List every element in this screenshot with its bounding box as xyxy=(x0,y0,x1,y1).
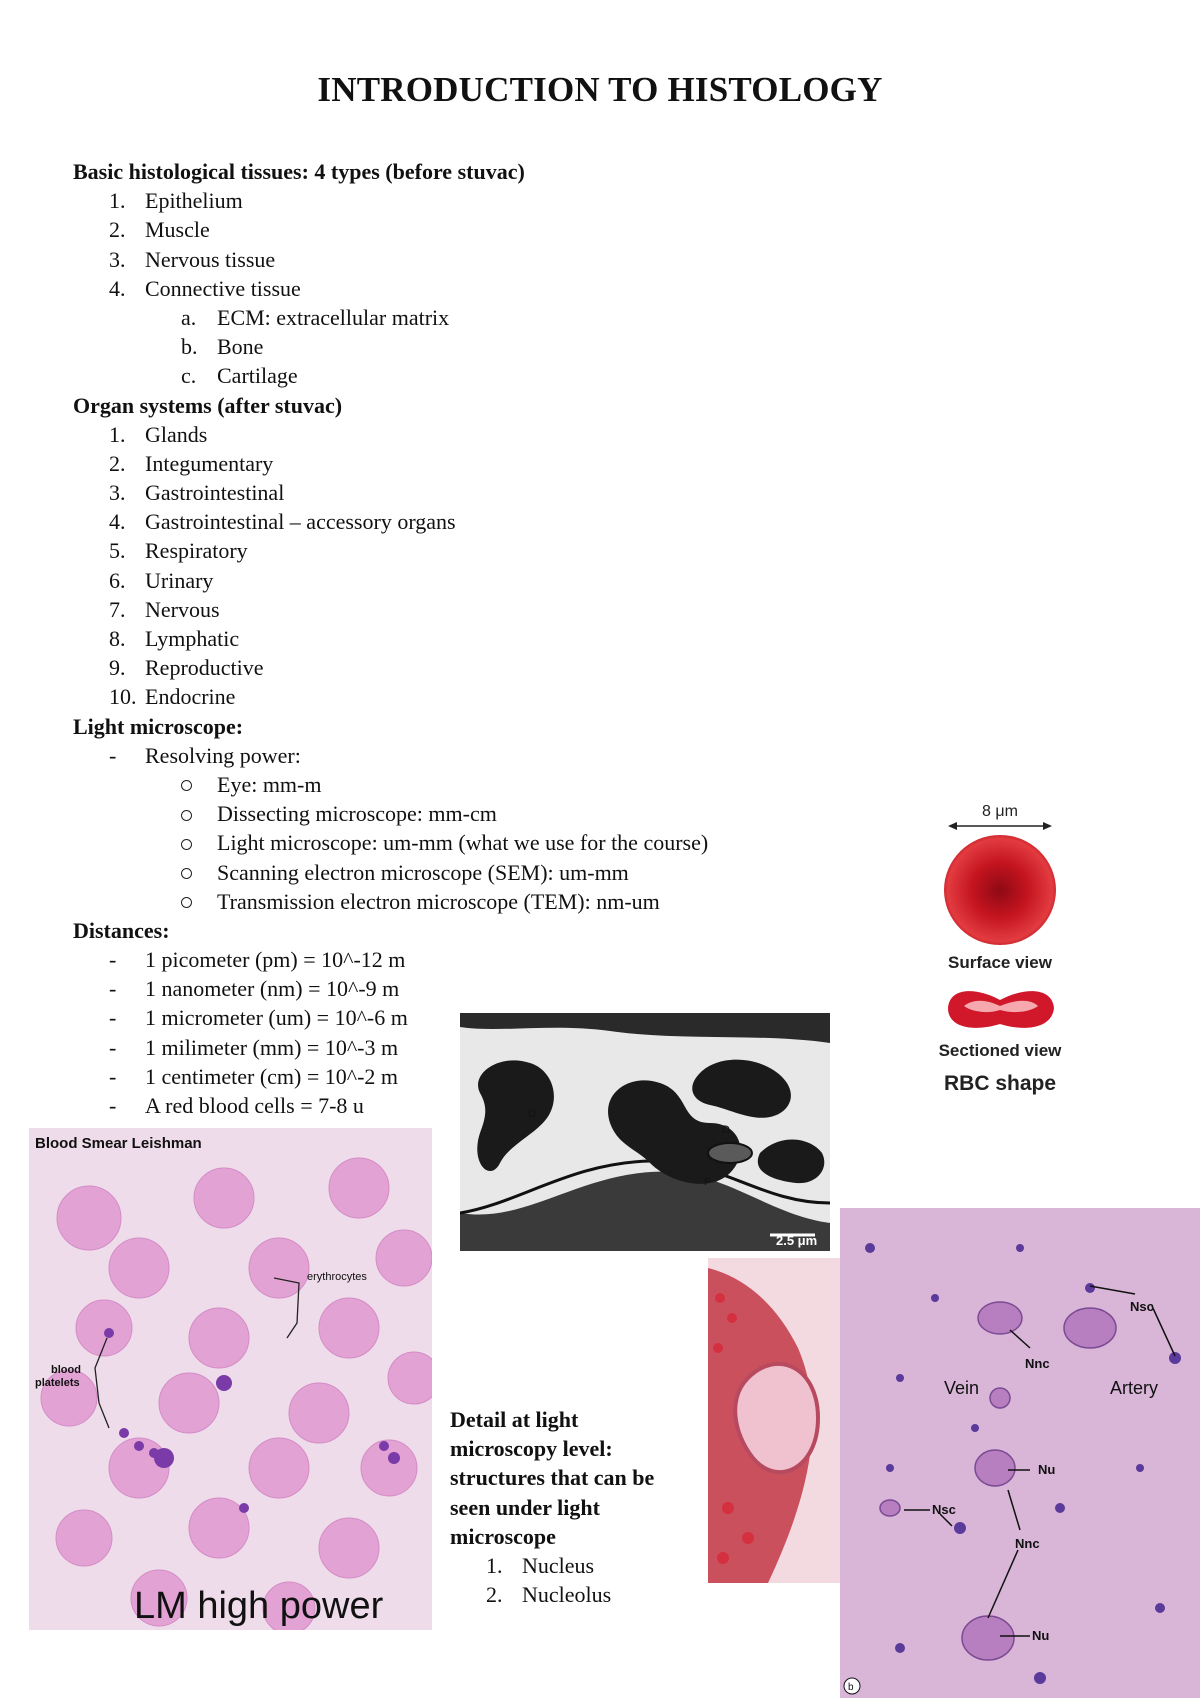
list-item: - 1 centimeter (cm) = 10^-2 m xyxy=(109,1063,399,1089)
surface-view-label: Surface view xyxy=(948,953,1052,972)
list-item: - 1 nanometer (nm) = 10^-9 m xyxy=(109,976,400,1002)
list-subitem: Transmission electron microscope (TEM): nm-um xyxy=(73,887,833,916)
panel-b-label: b xyxy=(848,1682,854,1693)
nsc-label-2: Nsc xyxy=(932,1502,956,1517)
blood-smear-figure xyxy=(29,1128,432,1630)
list-item: 3. Nervous tissue xyxy=(109,246,276,272)
platelets-label-1: blood xyxy=(51,1364,81,1376)
nnc-label: Nnc xyxy=(1025,1356,1050,1371)
em-label-d1: D xyxy=(528,1108,536,1120)
circle-bullet-icon xyxy=(181,897,192,908)
organs-heading: Organ systems (after stuvac) xyxy=(73,392,343,418)
electron-micrograph xyxy=(460,1013,830,1251)
rbc-caption: RBC shape xyxy=(943,1072,1057,1095)
list-item: - A red blood cells = 7-8 u xyxy=(109,1093,364,1118)
list-item: 6. Urinary xyxy=(109,567,214,593)
smear-caption: LM high power xyxy=(134,1585,384,1627)
circle-bullet-icon xyxy=(181,780,192,791)
detail-heading: Detail at light microscopy level: structures that can be seen under light microscope xyxy=(450,1407,655,1549)
sectioned-view-label: Sectioned view xyxy=(938,1041,1062,1060)
arrow-right-icon xyxy=(1043,822,1052,830)
distances-heading: Distances: xyxy=(73,917,170,943)
list-item: 3. Gastrointestinal xyxy=(109,480,285,506)
artery-label: Artery xyxy=(1110,1378,1159,1398)
list-item: 2. Integumentary xyxy=(109,450,274,476)
vein-label: Vein xyxy=(944,1378,980,1398)
nnc-label-2: Nnc xyxy=(1015,1536,1040,1551)
platelets-label-2: platelets xyxy=(35,1377,80,1389)
nu-label-2: Nu xyxy=(1032,1628,1050,1643)
em-label-d2: D xyxy=(722,1124,730,1136)
em-label-p: P xyxy=(704,1176,712,1188)
arrow-left-icon xyxy=(948,822,957,830)
circle-bullet-icon xyxy=(181,810,192,821)
list-item: 1. Epithelium xyxy=(109,188,243,214)
vessel-tissue-figure xyxy=(708,1258,842,1583)
list-subitem: c. Cartilage xyxy=(181,363,298,389)
nu-label: Nu xyxy=(1038,1462,1056,1477)
list-item: - 1 milimeter (mm) = 10^-3 m xyxy=(109,1034,399,1060)
list-subitem: Scanning electron microscope (SEM): um-mm xyxy=(73,858,833,887)
list-item: 2. Muscle xyxy=(109,217,210,243)
list-item: 4. Connective tissue xyxy=(109,275,301,301)
list-item: 1. Glands xyxy=(109,421,208,447)
rbc-surface-cell xyxy=(944,835,1056,945)
erythrocytes-label: erythrocytes xyxy=(307,1271,367,1283)
page-title: INTRODUCTION TO HISTOLOGY xyxy=(317,70,883,109)
list-subitem: Eye: mm-m xyxy=(73,770,833,799)
smear-title: Blood Smear Leishman xyxy=(35,1135,202,1152)
nsc-label: Nsc xyxy=(1130,1299,1154,1314)
notes-column xyxy=(73,157,833,1120)
rbc-size-label: 8 μm xyxy=(982,803,1018,820)
list-item: 1. Nucleus xyxy=(486,1553,595,1579)
neural-tissue-figure xyxy=(840,1208,1200,1698)
circle-bullet-icon xyxy=(181,839,192,850)
em-scale-label: 2.5 μm xyxy=(776,1233,818,1248)
list-item: - 1 picometer (pm) = 10^-12 m xyxy=(109,947,406,973)
list-item: 8. Lymphatic xyxy=(109,626,240,651)
list-subitem: a. ECM: extracellular matrix xyxy=(181,304,450,330)
tissues-heading: Basic histological tissues: 4 types (before stuvac) xyxy=(73,159,525,184)
list-item: 7. Nervous xyxy=(109,596,220,622)
list-subitem: b. Bone xyxy=(181,334,264,360)
list-item: - Resolving power: xyxy=(109,742,301,768)
platelet-profile xyxy=(708,1143,752,1163)
list-subitem: Dissecting microscope: mm-cm xyxy=(73,799,833,828)
list-item: 10. Endocrine xyxy=(109,684,236,710)
list-item: 9. Reproductive xyxy=(109,655,264,681)
rbc-shape-figure xyxy=(930,800,1080,1110)
microscope-heading: Light microscope: xyxy=(73,713,244,739)
list-item: 5. Respiratory xyxy=(109,538,248,564)
list-item: - 1 micrometer (um) = 10^-6 m xyxy=(109,1005,408,1031)
list-item: 2. Nucleolus xyxy=(486,1582,612,1608)
list-item: 4. Gastrointestinal – accessory organs xyxy=(109,509,456,535)
detail-notes xyxy=(450,1405,690,1609)
circle-bullet-icon xyxy=(181,868,192,879)
list-subitem: Light microscope: um-mm (what we use for the course) xyxy=(73,828,833,857)
